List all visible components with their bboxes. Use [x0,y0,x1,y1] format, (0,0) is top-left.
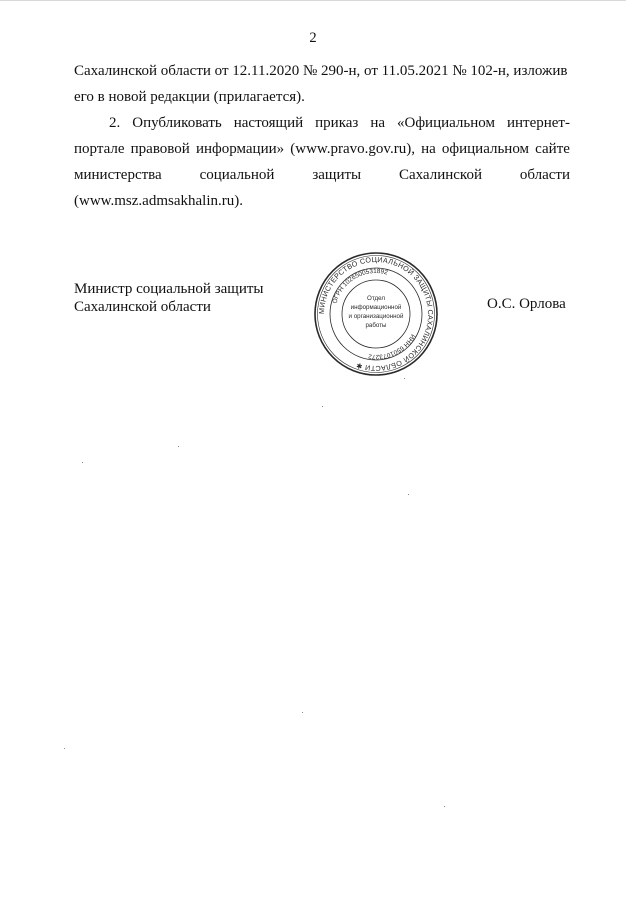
scan-speck [444,806,445,807]
word: правовой [130,141,190,157]
word: сайте [535,141,570,157]
paragraph-2-line-2 [74,140,570,158]
word: приказ [315,115,359,131]
word: информации» [195,141,285,157]
word: портале [74,141,125,157]
scan-speck [404,378,405,379]
page-number: 2 [309,30,317,46]
word: социальной [199,167,275,183]
scan-speck [178,446,179,447]
word: 2. [109,115,121,131]
seal-center-text [349,295,404,329]
paragraph-2-line-3 [74,166,570,184]
signatory-name: О.С. Орлова [487,296,566,312]
word: Сахалинской [398,167,482,183]
seal-center-line: работы [365,322,387,329]
top-edge-line [0,0,626,1]
word: официальном [441,141,530,157]
seal-center-line: и организационной [348,313,404,320]
word: на [370,115,386,131]
word: Опубликовать [132,115,222,131]
seal-inn-text: ИНН 6501073272 [367,332,417,361]
scan-speck [82,462,83,463]
scan-speck [302,712,303,713]
word: на [421,141,436,157]
paragraph-line-2: его в новой редакции (прилагается). [74,89,305,105]
position-line-1: Министр социальной защиты [74,281,264,297]
scan-speck [322,406,323,407]
word: министерства [74,167,162,183]
scan-speck [64,748,65,749]
word: (www.pravo.gov.ru), [290,141,415,157]
signatory-position [74,280,264,316]
paragraph-2-line-4: (www.msz.admsakhalin.ru). [74,193,243,209]
seal-center-line: Отдел [367,295,385,302]
word: области [519,167,570,183]
paragraph-2-line-1 [109,114,570,132]
official-seal-stamp [312,250,440,378]
position-line-2: Сахалинской области [74,299,211,315]
seal-outer-text: МИНИСТЕРСТВО СОЦИАЛЬНОЙ ЗАЩИТЫ САХАЛИНСКОЙ ОБЛАСТИ ✱ [316,254,436,374]
scan-speck [408,494,409,495]
seal-center-line: информационной [350,304,402,311]
seal-ogrn-text: ОГРН 1026500531892 [331,267,389,305]
paragraph-line-1: Сахалинской области от 12.11.2020 № 290-н, от 11.05.2021 № 102-н, изложив [74,63,568,79]
word: «Официальном [397,115,495,131]
word: интернет- [506,115,570,131]
word: настоящий [233,115,304,131]
word: защиты [312,167,362,183]
